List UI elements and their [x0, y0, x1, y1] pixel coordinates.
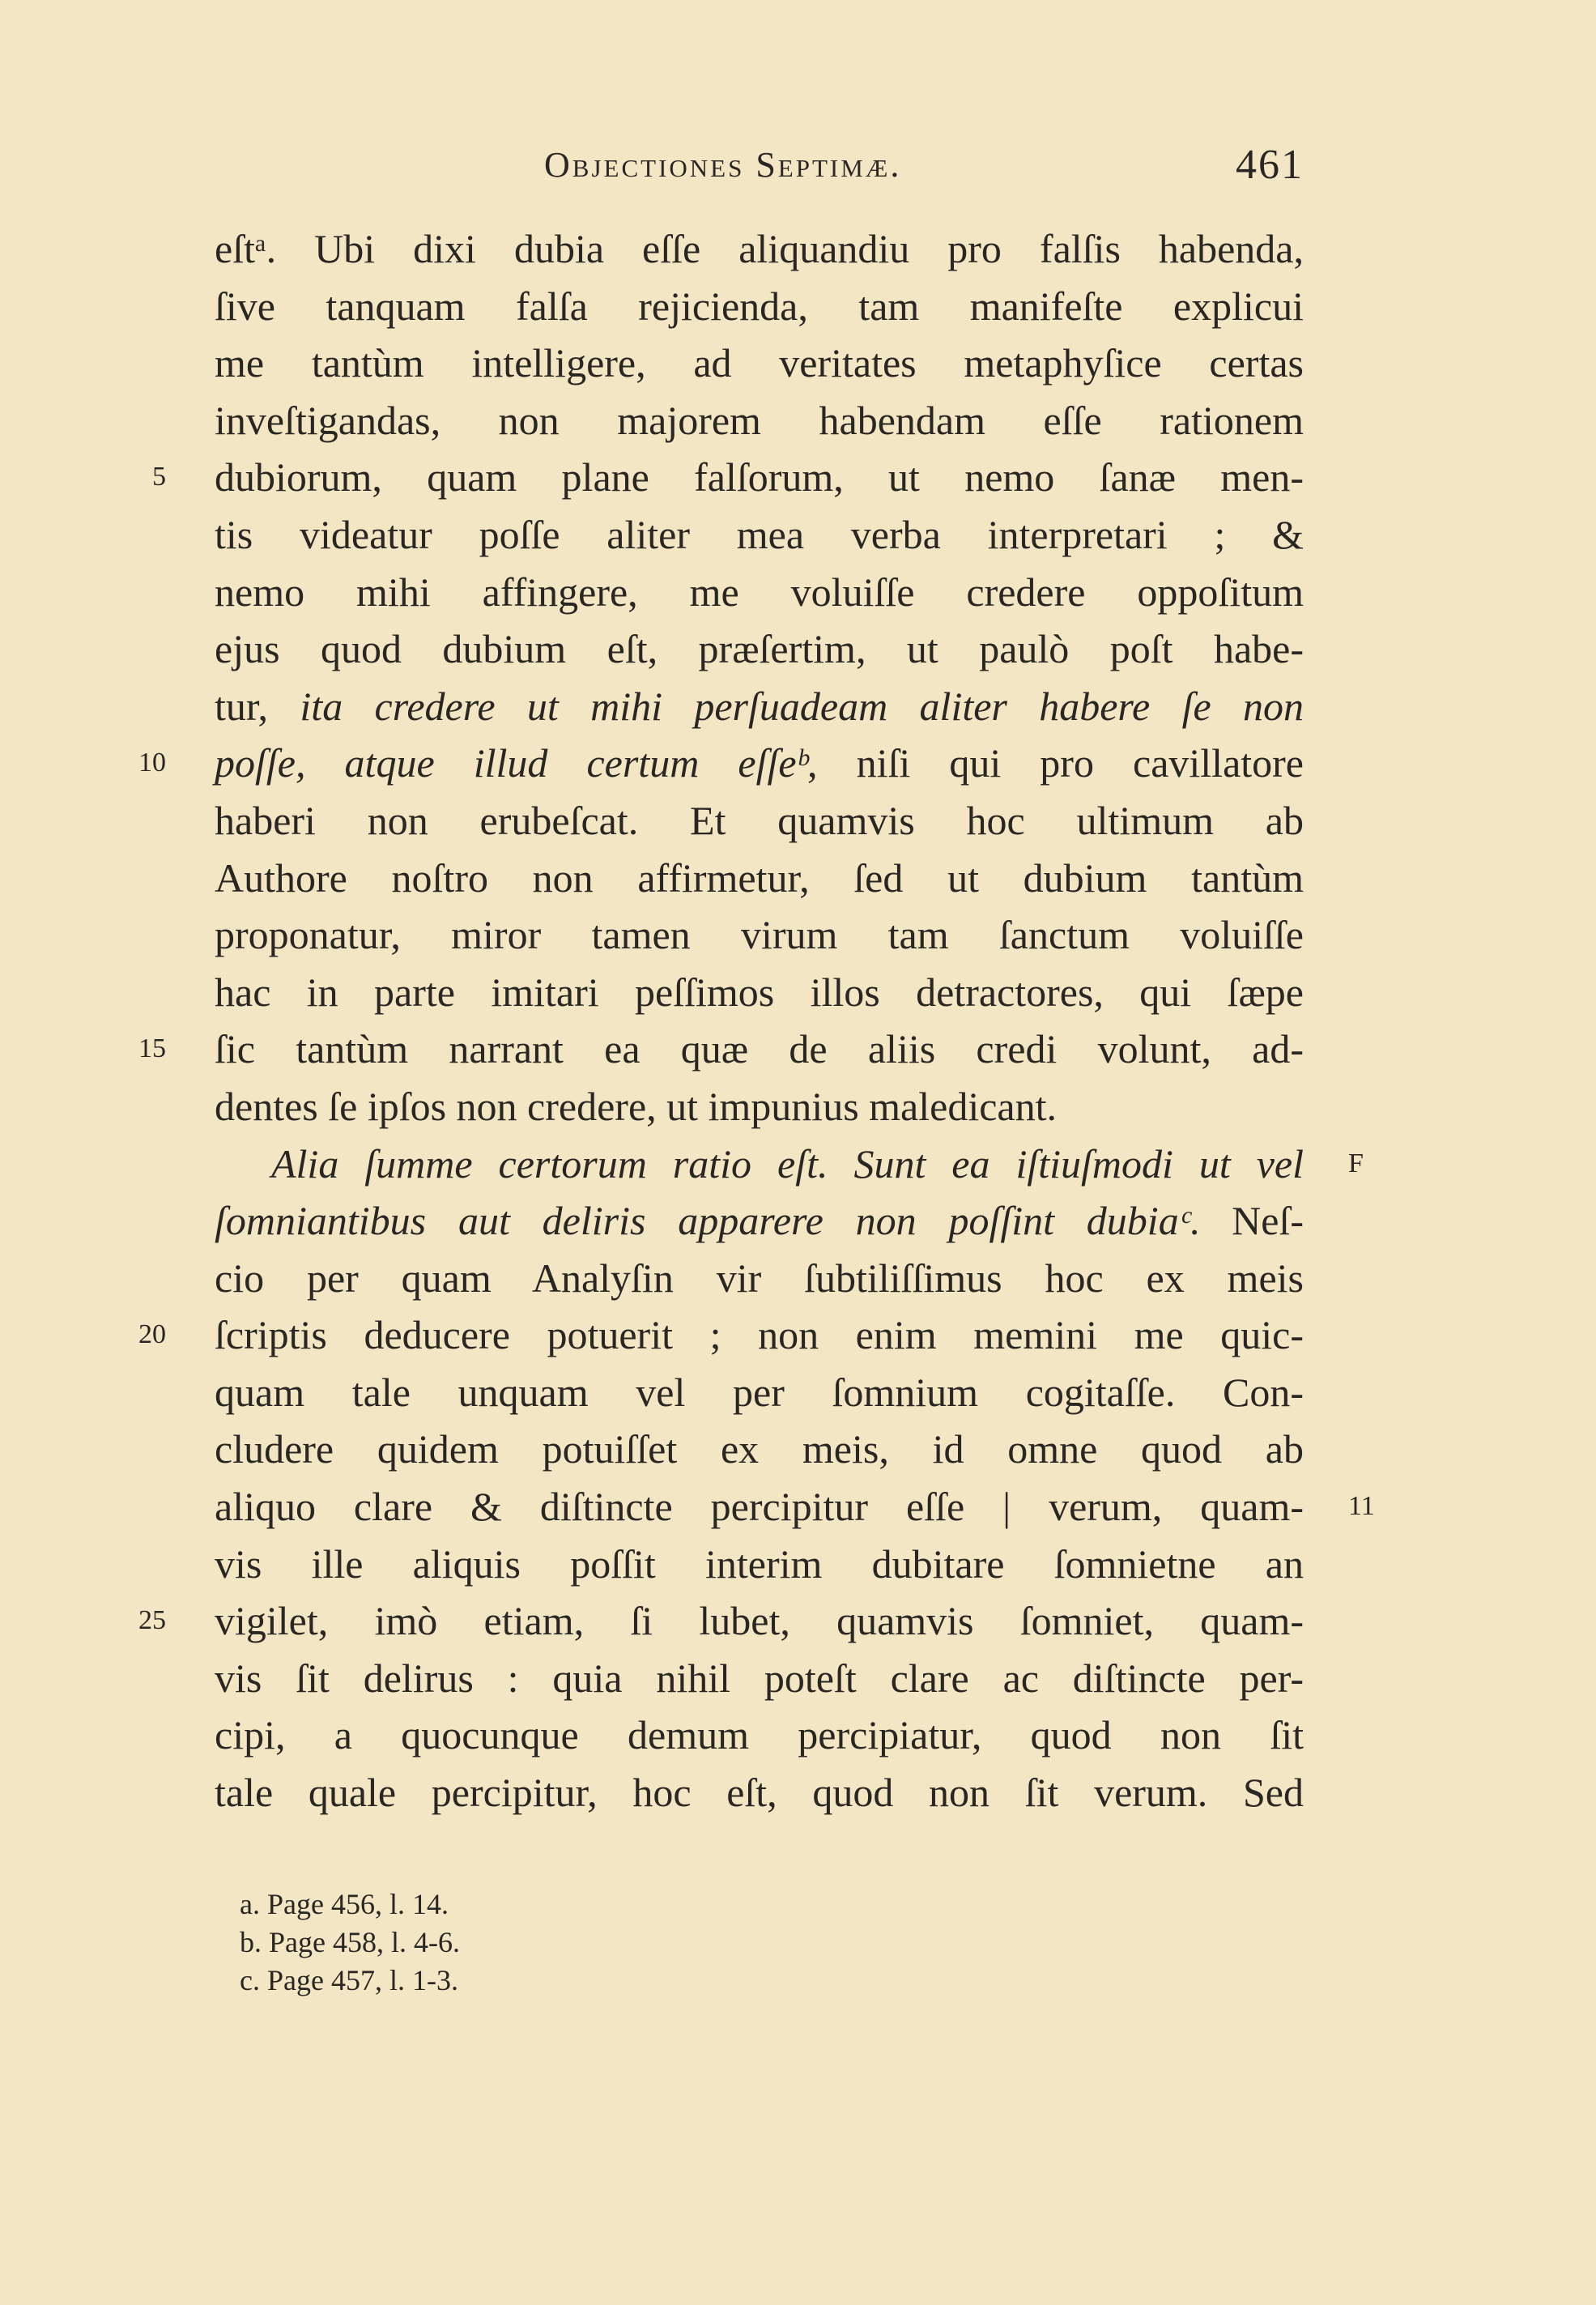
- text-line: 15 ſic tantùm narrant ea quæ de aliis credi volunt, ad-: [215, 1020, 1304, 1078]
- page-number: 461: [1236, 142, 1304, 188]
- footnote: b. Page 458, l. 4-6.: [240, 1926, 460, 1958]
- footnotes: [240, 1885, 807, 2000]
- text-line: ejus quod dubium eſt, præſertim, ut paulò poſt habe-: [215, 626, 1304, 672]
- margin-letter: F: [1348, 1148, 1364, 1178]
- text-line: tur, ita credere ut mihi perſuadeam aliter habere ſe non: [215, 683, 1304, 729]
- text-line: dentes ſe ipſos non credere, ut impunius maledicant.: [215, 1083, 1057, 1129]
- footnote: a. Page 456, l. 14.: [240, 1888, 449, 1920]
- body-text: [138, 220, 1375, 1821]
- text-line: proponatur, miror tamen virum tam ſanctum voluiſſe: [215, 912, 1304, 958]
- line-number: 10: [138, 748, 166, 778]
- text-line: vis ille aliquis poſſit interim dubitare ſomnietne an: [215, 1540, 1304, 1587]
- text-line: cipi, a quocunque demum percipiatur, quod non ſit: [215, 1712, 1304, 1758]
- text-line: nemo mihi affingere, me voluiſſe credere oppoſitum: [215, 569, 1304, 615]
- text-line: 10 poſſe, atque illud certum eſſeᵇ, niſi qui pro cavillatore: [215, 735, 1304, 792]
- line-number: 15: [138, 1033, 166, 1064]
- text-line: eſtᵃ. Ubi dixi dubia eſſe aliquandiu pro falſis habenda,: [215, 226, 1304, 271]
- text-line: 11 aliquo clare & diſtincte percipitur eſſe | verum, quam-: [215, 1478, 1304, 1536]
- line-number: 25: [138, 1605, 166, 1636]
- running-head: [215, 144, 1304, 201]
- text-line: inveſtigandas, non majorem habendam eſſe rationem: [215, 397, 1304, 443]
- text-line: cludere quidem potuiſſet ex meis, id omne quod ab: [215, 1426, 1304, 1472]
- text-line: tale quale percipitur, hoc eſt, quod non ſit verum. Sed: [215, 1770, 1304, 1816]
- text-line: tis videatur poſſe aliter mea verba interpretari ; &: [215, 511, 1304, 557]
- margin-reference: 11: [1348, 1491, 1375, 1522]
- line-number: 5: [152, 462, 166, 492]
- text-line: Authore noſtro non affirmetur, ſed ut dubium tantùm: [215, 854, 1304, 901]
- text-line: quam tale unquam vel per ſomnium cogitaſſe. Con-: [215, 1369, 1304, 1415]
- line-number: 20: [138, 1319, 166, 1350]
- text-line: F Alia ſumme certorum ratio eſt. Sunt ea iſtiuſmodi ut vel: [215, 1135, 1304, 1193]
- text-line: hac in parte imitari peſſimos illos detractores, qui ſæpe: [215, 969, 1304, 1015]
- text-line: vis ſit delirus : quia nihil poteſt clare ac diſtincte per-: [215, 1655, 1304, 1701]
- text-line: 20 ſcriptis deducere potuerit ; non enim memini me quic-: [215, 1306, 1304, 1364]
- text-line: me tantùm intelligere, ad veritates metaphyſice certas: [215, 340, 1304, 386]
- text-line: ſive tanquam falſa rejicienda, tam manifeſte explicui: [215, 283, 1304, 329]
- text-line: 25 vigilet, imò etiam, ſi lubet, quamvis ſomniet, quam-: [215, 1592, 1304, 1650]
- text-line: cio per quam Analyſin vir ſubtiliſſimus hoc ex meis: [215, 1255, 1304, 1301]
- running-title: Objectiones Septimæ.: [544, 145, 902, 185]
- footnote: c. Page 457, l. 1-3.: [240, 1964, 458, 1996]
- text-line: 5 dubiorum, quam plane falſorum, ut nemo ſanæ men-: [215, 449, 1304, 506]
- text-line: ſomniantibus aut deliris apparere non poſſint dubiaᶜ. Neſ-: [215, 1198, 1304, 1244]
- text-line: haberi non erubeſcat. Et quamvis hoc ultimum ab: [215, 797, 1304, 843]
